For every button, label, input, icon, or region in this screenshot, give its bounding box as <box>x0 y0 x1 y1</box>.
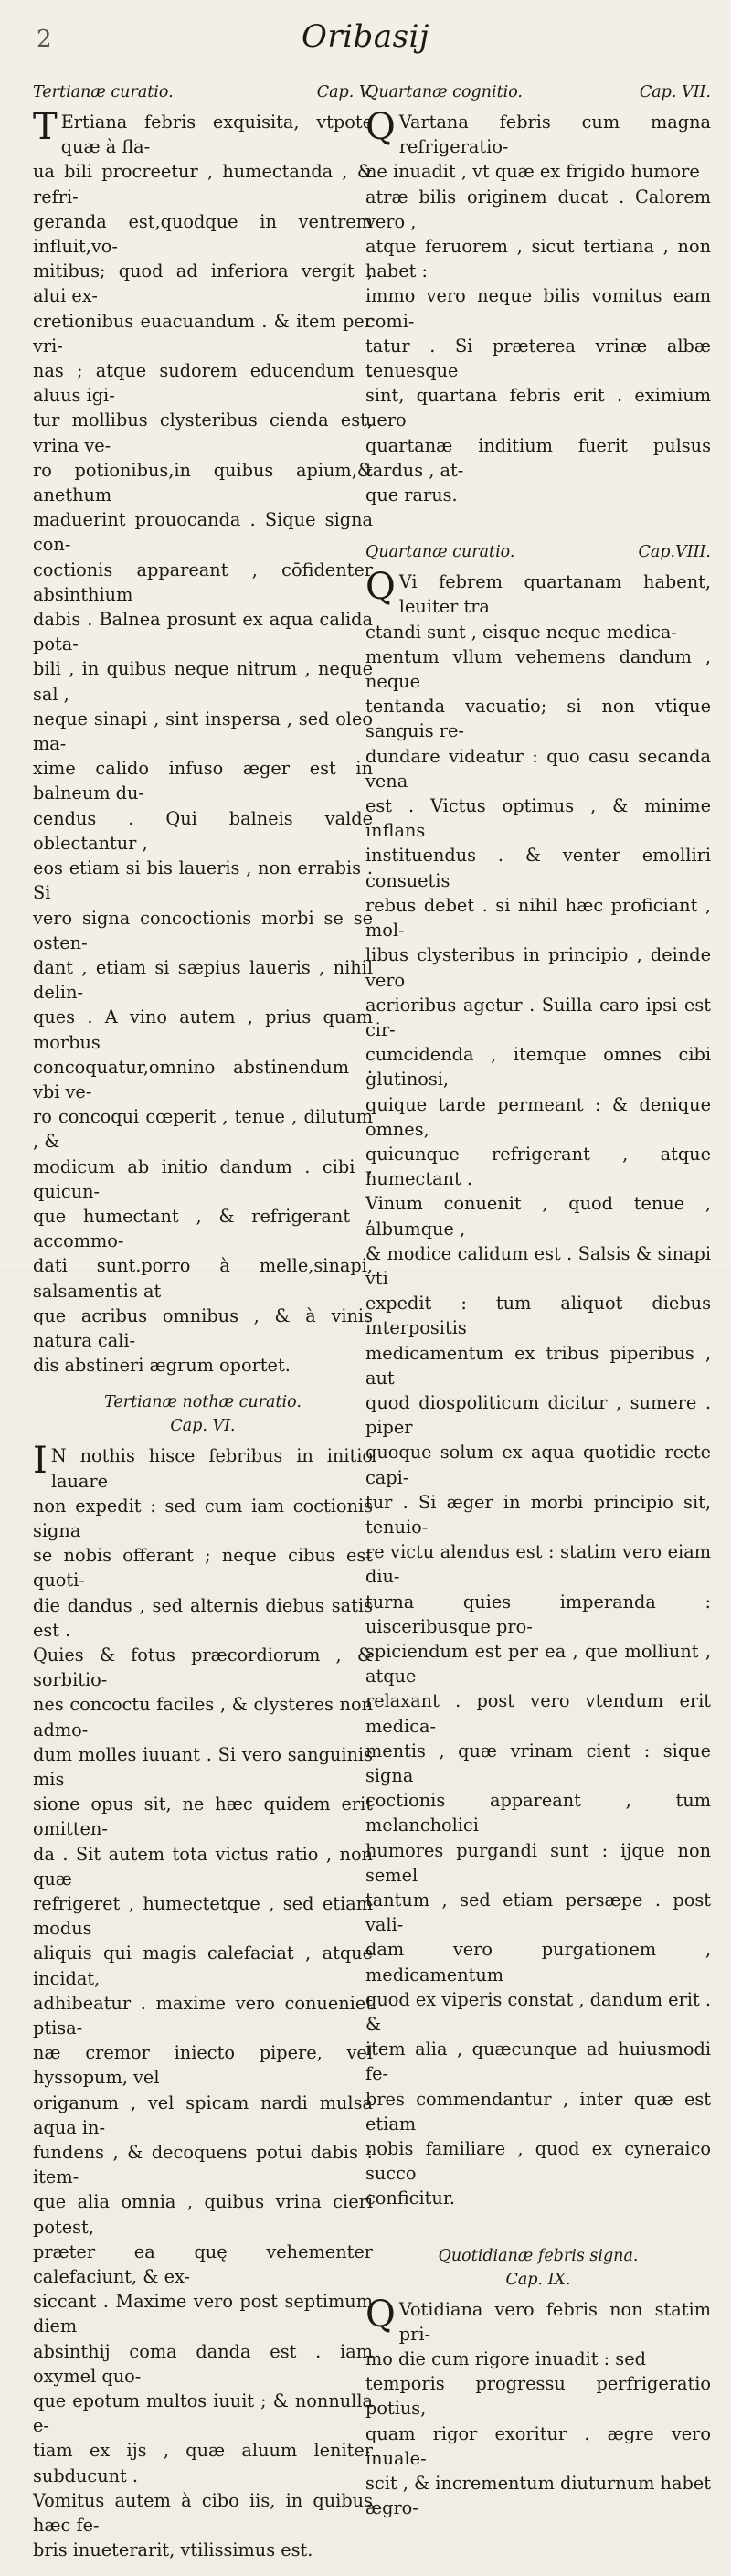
text-line: dant , etiam si sæpius laueris , nihil delin- <box>33 956 373 1004</box>
text-line: instituendus . & venter emolliri consuetis <box>366 845 711 891</box>
text-line: quod diospoliticum dicitur , sumere . piper <box>366 1391 711 1439</box>
text-line: re victu alendus est : statim vero eiam diu- <box>366 1541 711 1588</box>
text-line: scit , & incrementum diuturnum habet <box>366 2473 711 2495</box>
text-line: ro concoqui cœperit , tenue , dilutum , & <box>33 1106 373 1153</box>
text-line: mitibus; quod ad inferiora vergit , alui ex- <box>33 261 373 307</box>
text-line: modicum ab initio dandum . cibi , quicun- <box>33 1155 373 1202</box>
text-line: mo die cum rigore inuadit : sed <box>366 2348 646 2370</box>
text-line: Vomitus autem à cibo iis, in quibus hæc fe- <box>33 2489 373 2537</box>
chapter-heading <box>366 2244 711 2292</box>
chapter-title: Quartanæ curatio. <box>366 543 515 562</box>
chapter-text <box>366 2293 711 2521</box>
text-line: sione opus sit, ne hæc quidem erit omitten- <box>33 1794 373 1840</box>
chapter-title: Tertianæ nothæ curatio. <box>104 1393 302 1412</box>
text-line: que rarus. <box>366 484 458 506</box>
text-line: quam rigor exoritur . ægre vero inuale- <box>366 2422 711 2469</box>
text-line: cendus . Qui balneis valde oblectantur , <box>33 807 373 854</box>
text-line: bres commendantur , inter quæ est etiam <box>366 2088 711 2134</box>
text-line: concoquatur,omnino abstinendum . vbi ve- <box>33 1056 373 1102</box>
text-line: atque feruorem , sicut tertiana , non habet : <box>366 236 711 282</box>
text-line: ægro- <box>366 2497 418 2519</box>
text-line: Vi febrem quartanam habent, leuiter tra <box>398 571 711 618</box>
text-line: quique tarde permeant : & denique omnes, <box>366 1093 711 1140</box>
text-line: cumcidenda , itemque omnes cibi glutinosi, <box>366 1044 711 1091</box>
chapter-heading <box>33 80 373 104</box>
text-line: tantum , sed etiam persæpe . post vali- <box>366 1889 711 1936</box>
text-line: ne inuadit , vt quæ ex frigido humore <box>366 161 700 183</box>
text-line: sint, quartana febris erit . eximium uero <box>366 385 711 431</box>
running-head: Oribasij <box>302 18 429 55</box>
chapter-text <box>366 106 711 507</box>
text-line: dam vero purgationem , medicamentum <box>366 1939 711 1985</box>
text-line: ro potionibus,in quibus apium,& anethum <box>33 459 373 506</box>
text-line: humores purgandi sunt : ijque non semel <box>366 1839 711 1886</box>
text-line: tiam ex ijs , quæ aluum leniter subducunt . <box>33 2440 373 2486</box>
drop-cap: Q <box>366 106 396 148</box>
text-line: que acribus omnibus , & à vinis natura cali- <box>33 1304 373 1351</box>
text-line: xime calido infuso æger est in balneum du- <box>33 758 373 804</box>
chapter-number: Cap.VIII. <box>638 543 711 562</box>
right-column <box>366 80 711 2533</box>
chapter-number: Cap. V. <box>316 83 373 101</box>
chapter-number: Cap. VII. <box>639 83 711 101</box>
text-line: mentum vllum vehemens dandum , neque <box>366 645 711 693</box>
text-line: dis abstineri ægrum oportet. <box>33 1355 291 1377</box>
text-line: tentanda vacuatio; si non vtique sanguis re- <box>366 696 711 742</box>
text-line: refrigeret , humectetque , sed etiam modus <box>33 1893 373 1940</box>
text-line: bris inueterarit, vtilissimus est. <box>33 2539 313 2561</box>
text-line: immo vero neque bilis vomitus eam comi- <box>366 285 711 332</box>
text-line: quicunque refrigerant , atque humectant . <box>366 1143 711 1190</box>
text-line: & modice calidum est . Salsis & sinapi vti <box>366 1242 711 1289</box>
text-line: Vartana febris cum magna refrigeratio- <box>398 112 711 158</box>
drop-cap: Q <box>366 566 396 609</box>
text-line: libus clysteribus in principio , deinde vero <box>366 944 711 991</box>
chapter-title: Quartanæ cognitio. <box>366 83 523 101</box>
text-line: fundens , & decoquens potui dabis : item- <box>33 2142 373 2188</box>
text-line: ua bili procreetur , humectanda , & refri- <box>33 161 373 208</box>
text-line: tur . Si æger in morbi principio sit, tenuio- <box>366 1491 711 1538</box>
text-line: coctionis appareant , cōfidenter absinthium <box>33 559 373 605</box>
text-line: Quies & fotus præcordiorum , & sorbitio- <box>33 1644 373 1691</box>
text-line: turna quies imperanda : uisceribusque pro- <box>366 1591 711 1637</box>
left-column <box>33 80 373 2576</box>
text-line: Ertiana febris exquisita, vtpote quæ à fla- <box>60 112 373 158</box>
text-line: dati sunt.porro à melle,sinapi, salsamentis at <box>33 1255 373 1302</box>
text-line: rebus debet . si nihil hæc proficiant , mol- <box>366 894 711 942</box>
drop-cap: Q <box>366 2293 396 2336</box>
text-line: item alia , quæcunque ad huiusmodi fe- <box>366 2038 711 2085</box>
text-line: Vinum conuenit , quod tenue , albumque , <box>366 1193 711 1240</box>
chapter-text <box>33 106 373 1378</box>
text-line: bili , in quibus neque nitrum , neque sal , <box>33 658 373 705</box>
text-line: neque sinapi , sint inspersa , sed oleo ma- <box>33 708 373 755</box>
chapter-title: Quotidianæ febris signa. <box>438 2246 639 2265</box>
text-line: ctandi sunt , eisque neque medica- <box>366 621 677 643</box>
chapter-heading <box>33 1390 373 1438</box>
drop-cap: I <box>33 1440 48 1483</box>
text-line: coctionis appareant , tum melancholici <box>366 1790 711 1836</box>
chapter-heading <box>366 80 711 104</box>
text-line: que epotum multos iuuit ; & nonnulla e- <box>33 2390 373 2437</box>
text-line: est . Victus optimus , & minime inflans <box>366 795 711 842</box>
text-line: atræ bilis originem ducat . Calorem vero , <box>366 186 711 232</box>
text-line: dundare videatur : quo casu secanda vena <box>366 745 711 792</box>
text-line: tatur . Si præterea vrinæ albæ tenuesque <box>366 335 711 382</box>
text-line: relaxant . post vero vtendum erit medica- <box>366 1690 711 1737</box>
text-line: acrioribus agetur . Suilla caro ipsi est cir- <box>366 994 711 1040</box>
chapter-number: Cap. IX. <box>505 2270 571 2289</box>
text-line: dabis . Balnea prosunt ex aqua calida pota- <box>33 609 373 655</box>
text-line: expedit : tum aliquot diebus interpositis <box>366 1293 711 1339</box>
page-number: 2 <box>37 26 52 53</box>
text-line: se nobis offerant ; neque cibus est quoti- <box>33 1545 373 1591</box>
text-line: nas ; atque sudorem educendum . aluus igi- <box>33 360 373 407</box>
text-line: absinthij coma danda est . iam oxymel quo- <box>33 2340 373 2387</box>
text-line: quoque solum ex aqua quotidie recte capi- <box>366 1442 711 1488</box>
drop-cap: T <box>33 106 58 148</box>
chapter-title: Tertianæ curatio. <box>33 83 174 101</box>
chapter-number: Cap. VI. <box>170 1417 236 1436</box>
text-line: quartanæ inditium fuerit pulsus tardus , at- <box>366 434 711 481</box>
text-line: tur mollibus clysteribus cienda est, vrina ve- <box>33 410 373 456</box>
text-line: aliquis qui magis calefaciat , atque incidat, <box>33 1943 373 1989</box>
text-line: adhibeatur . maxime vero conueniet ptisa- <box>33 1992 373 2039</box>
chapter-text <box>366 566 711 2210</box>
text-line: Votidiana vero febris non statim pri- <box>398 2298 711 2345</box>
text-line: nobis familiare , quod ex cyneraico succo <box>366 2138 711 2185</box>
text-line: nes concoctu faciles , & clysteres non admo- <box>33 1694 373 1740</box>
text-line: que alia omnia , quibus vrina cieri potest, <box>33 2191 373 2238</box>
text-line: temporis progressu perfrigeratio potius, <box>366 2373 711 2420</box>
text-line: vero signa concoctionis morbi se se osten- <box>33 907 373 953</box>
text-line: eos etiam si bis laueris , non errabis . Si <box>33 857 373 904</box>
text-line: die dandus , sed alternis diebus satis est . <box>33 1594 373 1641</box>
chapter-heading <box>366 540 711 564</box>
text-line: maduerint prouocanda . Sique signa con- <box>33 509 373 556</box>
text-line: que humectant , & refrigerant , accommo- <box>33 1205 373 1252</box>
text-line: cretionibus euacuandum . & item per vri- <box>33 310 373 357</box>
text-line: quod ex viperis constat , dandum erit . & <box>366 1988 711 2036</box>
text-line: mentis , quæ vrinam cient : sique signa <box>366 1740 711 1786</box>
text-line: præter ea quę vehementer calefaciunt, & ex- <box>33 2241 373 2288</box>
chapter-text <box>33 1440 373 2562</box>
text-line: dum molles iuuant . Si vero sanguinis mis <box>33 1743 373 1790</box>
text-line: da . Sit autem tota victus ratio , non quæ <box>33 1843 373 1889</box>
text-line: geranda est,quodque in ventrem influit,vo- <box>33 210 373 258</box>
text-line: medicamentum ex tribus piperibus , aut <box>366 1342 711 1389</box>
text-line: conficitur. <box>366 2187 456 2209</box>
text-line: spiciendum est per ea , que molliunt , atque <box>366 1640 711 1687</box>
text-line: ques . A vino autem , prius quam morbus <box>33 1006 373 1053</box>
text-line: N nothis hisce febribus in initio lauare <box>50 1445 373 1492</box>
text-line: siccant . Maxime vero post septimum diem <box>33 2291 373 2337</box>
text-line: origanum , vel spicam nardi mulsa aqua in- <box>33 2092 373 2138</box>
text-line: næ cremor iniecto pipere, vel hyssopum, vel <box>33 2042 373 2089</box>
text-line: non expedit : sed cum iam coctionis signa <box>33 1495 373 1541</box>
